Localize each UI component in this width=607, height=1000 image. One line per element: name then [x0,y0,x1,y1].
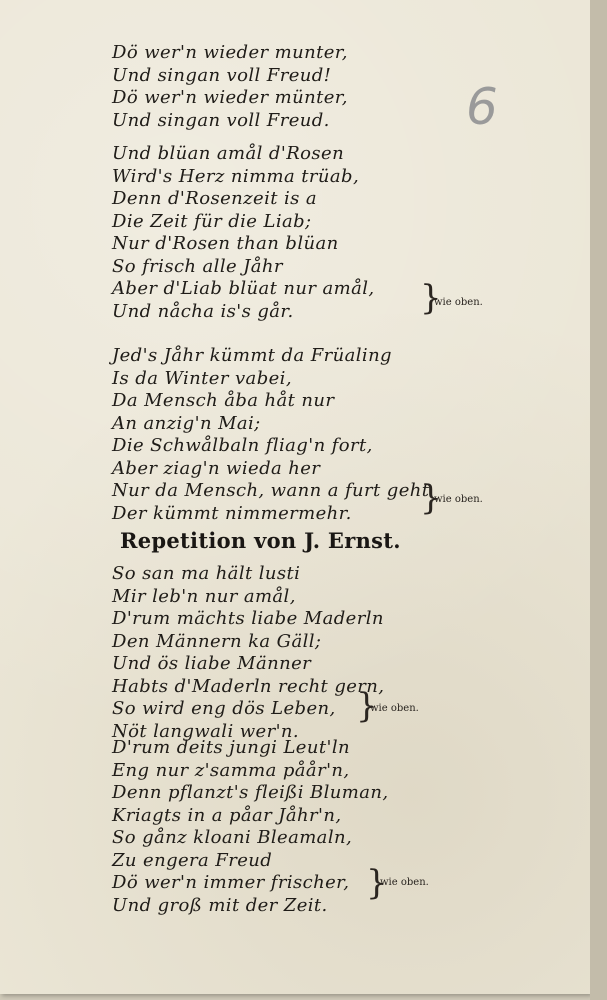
verse-line: So gånz kloani Bleamaln, [112,827,353,848]
verse-line: Dö wer'n immer frischer, [112,872,350,893]
verse-line: Und ös liabe Männer [112,653,312,674]
verse-line: Die Schwålbaln fliag'n fort, [112,435,373,456]
stanza-4 [112,563,384,743]
verse-line: Wird's Herz nimma trüab, [112,165,360,187]
verse-line: Dö wer'n wieder münter, [112,87,348,108]
verse-line: Aber ziag'n wieda her [112,457,321,479]
verse-line: D'rum mächts liabe Maderln [112,608,384,629]
section-heading: Repetition von J. Ernst. [120,528,401,553]
repeat-note: wie oben. [434,297,483,308]
verse-line: Und singan voll Freud. [112,109,330,131]
verse-line: Jed's Jåhr kümmt da Früaling [112,345,392,366]
stanza-2 [112,143,375,323]
repeat-note: wie oben. [370,703,419,714]
verse-line: Kriagts in a påar Jåhr'n, [112,804,342,826]
page-number: 6 [466,78,498,136]
stanza-3 [112,345,429,525]
verse-line: Denn d'Rosenzeit is a [112,188,318,209]
verse-line: Nöt langwali wer'n. [112,720,300,742]
verse-line: Und groß mit der Zeit. [112,894,328,916]
verse-line: Is da Winter vabei, [112,367,292,389]
verse-line: Nur d'Rosen than blüan [112,233,339,254]
verse-line: Zu engera Freud [112,849,273,871]
verse-line: Eng nur z'samma påår'n, [112,759,350,781]
repeat-note: wie oben. [434,494,483,505]
verse-line: Und nåcha is's går. [112,300,294,322]
verse-line: Dö wer'n wieder munter, [112,42,348,63]
brace-mark: } [420,478,442,518]
verse-line: Denn pflanzt's fleißi Bluman, [112,782,389,803]
verse-line: Habts d'Maderln recht gern, [112,675,385,697]
verse-line: Der kümmt nimmermehr. [112,502,352,524]
brace-mark: } [356,686,378,726]
verse-line: So wird eng dös Leben, [112,698,336,719]
verse-line: So frisch alle Jåhr [112,255,283,277]
verse-line: D'rum deits jungi Leut'ln [112,737,350,758]
repeat-note: wie oben. [380,877,429,888]
brace-mark: } [420,278,442,318]
verse-line: Die Zeit für die Liab; [112,210,312,232]
stanza-1 [112,42,348,132]
verse-line: Den Männern ka Gäll; [112,630,322,652]
page-edge [590,0,607,1000]
verse-line: Nur da Mensch, wann a furt geht [112,480,430,501]
verse-line: An anzig'n Mai; [112,412,261,434]
verse-line: Aber d'Liab blüat nur amål, [112,278,375,299]
verse-line: Mir leb'n nur amål, [112,585,296,607]
stanza-5 [112,737,389,917]
brace-mark: } [366,863,388,903]
verse-line: Da Mensch åba håt nur [112,390,335,411]
verse-line: Und blüan amål d'Rosen [112,143,345,164]
verse-line: So san ma hält lusti [112,563,301,584]
verse-line: Und singan voll Freud! [112,64,332,86]
